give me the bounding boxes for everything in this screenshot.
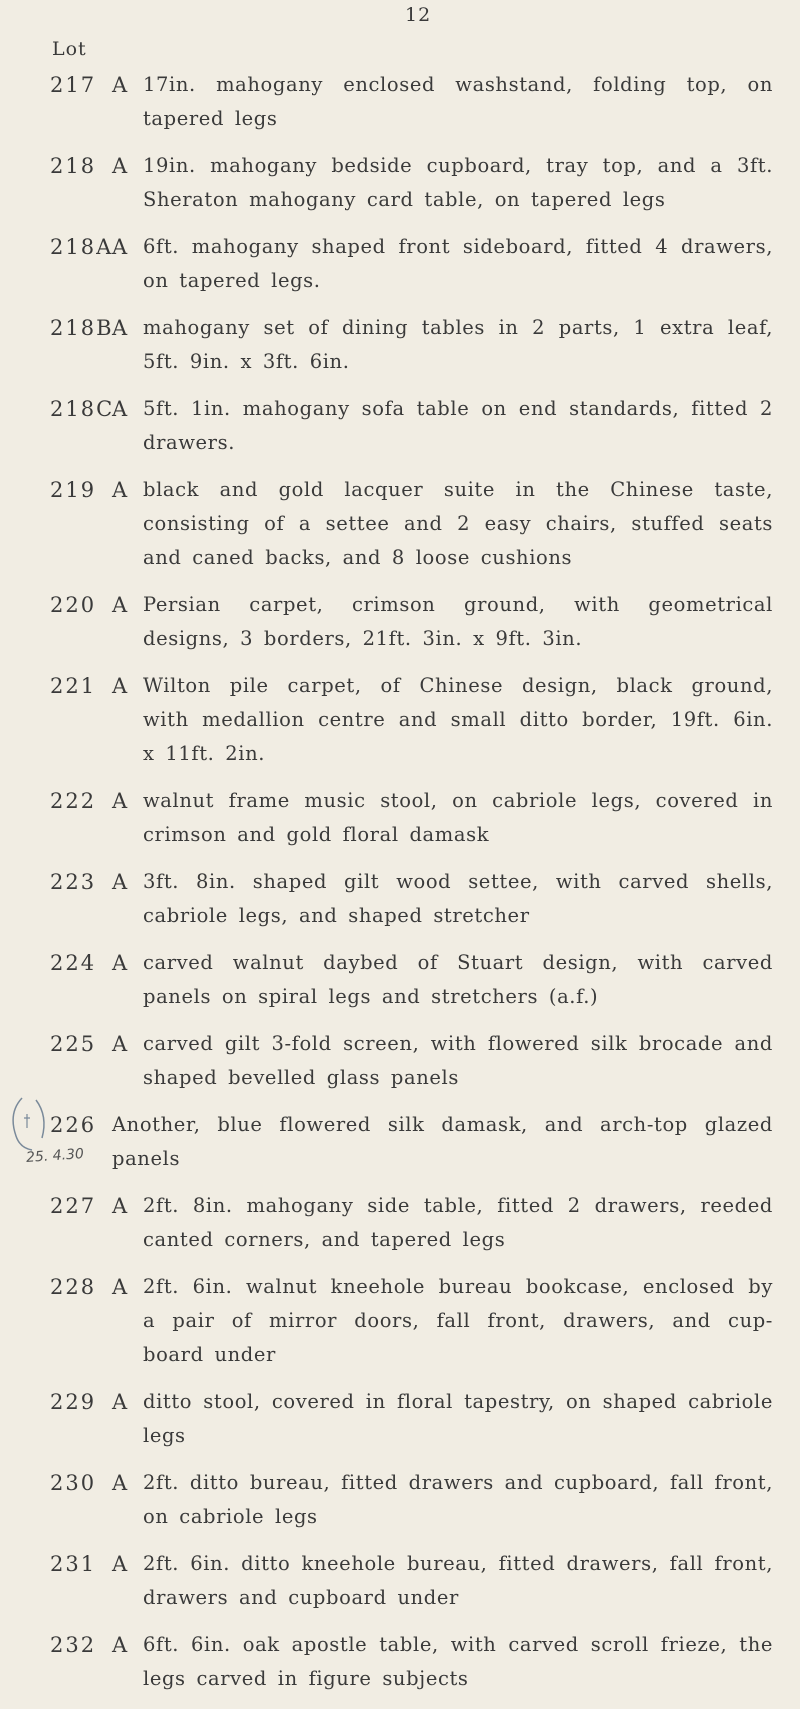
lot-number: 231 [50,1552,97,1576]
lot-prefix: A [112,397,128,421]
lot-description: carved gilt 3-fold screen, with flowered silk brocade and shaped bevelled glass panels [143,1032,773,1089]
lot-entry [0,1027,800,1095]
lot-column-header: Lot [52,38,87,60]
lot-number: 226 [50,1113,97,1137]
lot-prefix: A [112,593,128,617]
lot-prefix: A [112,870,128,894]
lot-number: 232 [50,1633,97,1657]
lot-entry [0,1385,800,1453]
lot-entry [0,149,800,217]
lot-number: 227 [50,1194,97,1218]
lot-entry [0,473,800,575]
lot-entry [0,68,800,136]
lot-entry [0,311,800,379]
lot-description: walnut frame music stool, on cabriole legs, covered in crimson and gold floral damask [143,789,773,846]
lot-number: 218C [50,397,115,421]
lot-entry [0,1547,800,1615]
lot-description: 17in. mahogany enclosed washstand, folding top, on tapered legs [143,73,773,130]
lot-number: 218 [50,154,97,178]
lot-description: black and gold lacquer suite in the Chinese taste, consisting of a settee and 2 easy chairs, stuffed seats and caned backs, and 8 loose cushions [143,478,773,569]
lot-description: 2ft. 6in. ditto kneehole bureau, fitted drawers, fall front, drawers and cupboard under [143,1552,773,1609]
lot-prefix: A [112,154,128,178]
lot-number: 222 [50,789,97,813]
lot-description: Another, blue flowered silk damask, and arch-top glazed panels [112,1113,773,1170]
lot-prefix: A [112,1552,128,1576]
handwritten-margin-note: 25. 4.30 [25,1146,85,1166]
lot-number: 228 [50,1275,97,1299]
lot-description: 2ft. ditto bureau, fitted drawers and cupboard, fall front, on cabriole legs [143,1471,773,1528]
lot-prefix: A [112,1633,128,1657]
lot-description: 2ft. 6in. walnut kneehole bureau bookcase, enclosed by a pair of mirror doors, fall front, drawers, and cup-board under [143,1275,773,1366]
lot-prefix: A [112,478,128,502]
lot-description: 6ft. mahogany shaped front sideboard, fitted 4 drawers, on tapered legs. [143,235,773,292]
lot-number: 221 [50,674,97,698]
lot-prefix: A [112,235,128,259]
lot-description: carved walnut daybed of Stuart design, with carved panels on spiral legs and stretchers (a.f.) [143,951,773,1008]
lot-entry [0,784,800,852]
lot-description: 19in. mahogany bedside cupboard, tray top, and a 3ft. Sheraton mahogany card table, on tapered legs [143,154,773,211]
page-number: 12 [405,4,432,26]
lot-description: Wilton pile carpet, of Chinese design, black ground, with medallion centre and small ditto border, 19ft. 6in. x 11ft. 2in. [143,674,773,765]
lot-entry [0,392,800,460]
lot-number: 219 [50,478,97,502]
lot-description: 2ft. 8in. mahogany side table, fitted 2 drawers, reeded canted corners, and tapered legs [143,1194,773,1251]
lot-entry [0,1628,800,1696]
lot-number: 225 [50,1032,97,1056]
lot-prefix: A [112,1471,128,1495]
lot-prefix: A [112,674,128,698]
lot-entry [0,1270,800,1372]
lot-number: 230 [50,1471,97,1495]
lot-entry [0,1189,800,1257]
lot-list [0,68,800,1709]
lot-prefix: A [112,789,128,813]
lot-entry [0,669,800,771]
lot-prefix: A [112,316,128,340]
lot-entry [0,588,800,656]
lot-description: 6ft. 6in. oak apostle table, with carved scroll frieze, the legs carved in figure subjects [143,1633,773,1690]
lot-description: mahogany set of dining tables in 2 parts, 1 extra leaf, 5ft. 9in. x 3ft. 6in. [143,316,773,373]
lot-prefix: A [112,1390,128,1414]
lot-prefix: A [112,1194,128,1218]
lot-number: 217 [50,73,97,97]
lot-number: 218A [50,235,114,259]
lot-entry [0,865,800,933]
lot-entry [0,230,800,298]
lot-description: Persian carpet, crimson ground, with geometrical designs, 3 borders, 21ft. 3in. x 9ft. 3in. [143,593,773,650]
lot-number: 218B [50,316,114,340]
lot-prefix: A [112,73,128,97]
lot-prefix: A [112,951,128,975]
lot-number: 223 [50,870,97,894]
lot-prefix: A [112,1275,128,1299]
lot-entry [0,1108,800,1176]
lot-number: 220 [50,593,97,617]
lot-description: 3ft. 8in. shaped gilt wood settee, with carved shells, cabriole legs, and shaped stretcher [143,870,773,927]
lot-entry [0,946,800,1014]
lot-entry [0,1466,800,1534]
lot-description: ditto stool, covered in floral tapestry, on shaped cabriole legs [143,1390,773,1447]
lot-prefix: A [112,1032,128,1056]
lot-number: 229 [50,1390,97,1414]
lot-number: 224 [50,951,97,975]
lot-description: 5ft. 1in. mahogany sofa table on end standards, fitted 2 drawers. [143,397,773,454]
